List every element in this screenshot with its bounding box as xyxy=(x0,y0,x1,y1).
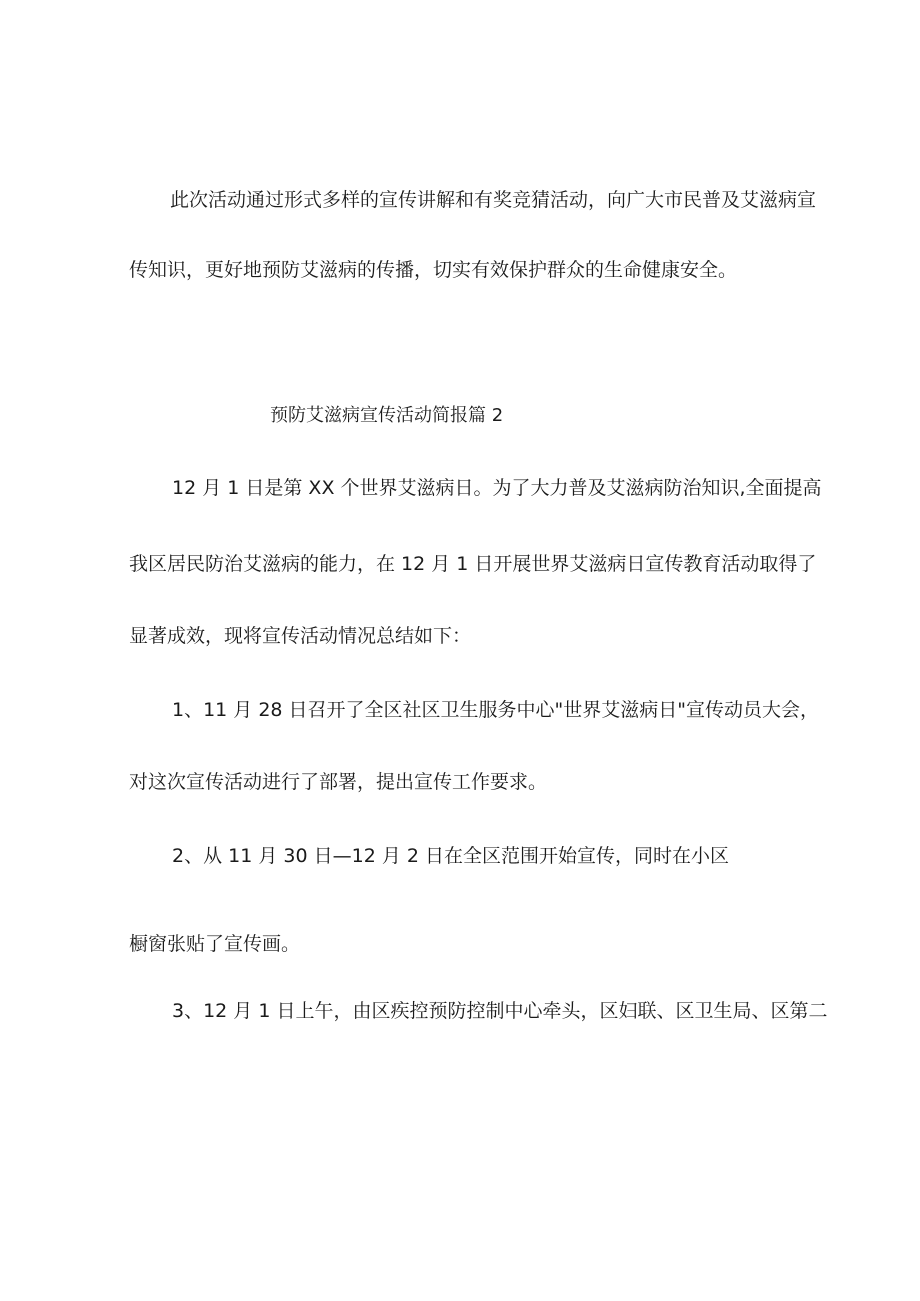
paragraph-2-line-1: 12 月 1 日是第 XX 个世界艾滋病日。为了大力普及艾滋病防治知识,全面提高 xyxy=(172,477,822,499)
paragraph-2-line-2: 我区居民防治艾滋病的能力，在 12 月 1 日开展世界艾滋病日宣传教育活动取得了 xyxy=(129,553,817,575)
paragraph-1-line-2: 传知识，更好地预防艾滋病的传播，切实有效保护群众的生命健康安全。 xyxy=(129,259,738,281)
list-item-2-line-2: 橱窗张贴了宣传画。 xyxy=(129,933,301,955)
list-item-1-line-2: 对这次宣传活动进行了部署，提出宣传工作要求。 xyxy=(129,771,548,793)
paragraph-1-line-1: 此次活动通过形式多样的宣传讲解和有奖竞猜活动，向广大市民普及艾滋病宣 xyxy=(170,189,817,211)
list-item-3-line-1: 3、12 月 1 日上午，由区疾控预防控制中心牵头，区妇联、区卫生局、区第二 xyxy=(172,1000,828,1022)
list-item-2-line-1: 2、从 11 月 30 日—12 月 2 日在全区范围开始宣传，同时在小区 xyxy=(172,845,729,867)
section-title: 预防艾滋病宣传活动简报篇 2 xyxy=(270,405,504,426)
paragraph-2-line-3: 显著成效，现将宣传活动情况总结如下： xyxy=(129,625,472,647)
list-item-1-line-1: 1、11 月 28 日召开了全区社区卫生服务中心"世界艾滋病日"宣传动员大会， xyxy=(172,699,820,721)
